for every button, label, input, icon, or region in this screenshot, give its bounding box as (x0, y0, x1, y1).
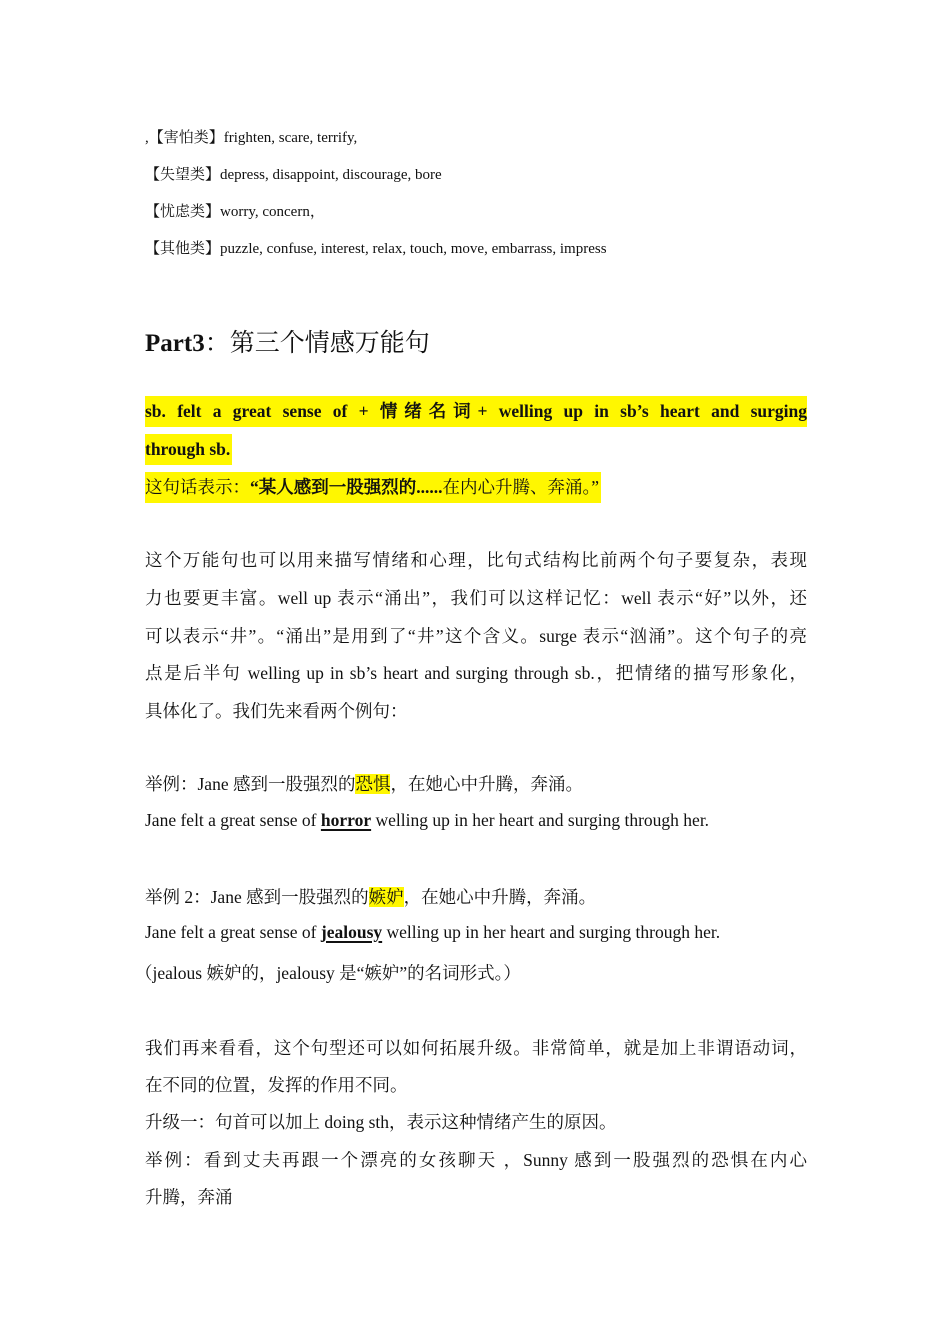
explanation-line: 可以表示“井”。“涌出”是用到了“井”这个含义。surge 表示“汹涌”。这个句子的亮 (145, 626, 807, 646)
example1-en-a: Jane felt a great sense of (145, 810, 321, 830)
extension-line: 举例：看到丈夫再跟一个漂亮的女孩聊天 ，Sunny 感到一股强烈的恐惧在内心 (145, 1150, 807, 1170)
example2-zh-a: 举例 2：Jane 感到一股强烈的 (145, 887, 369, 907)
category-label: 【害怕类】 (148, 130, 224, 146)
category-disappointment (145, 163, 442, 184)
example1-keyword: horror (320, 810, 372, 830)
formula-meaning-b: “某人感到一股强烈的...... (250, 477, 443, 497)
example2-chinese (145, 884, 596, 909)
formula-line-2 (145, 434, 232, 465)
section-title (145, 323, 430, 359)
formula-meaning (145, 472, 601, 503)
example2-english (145, 922, 720, 943)
section-title-rest: ：第三个情感万能句 (204, 330, 430, 357)
extension-line: 升腾，奔涌 (145, 1187, 233, 1207)
category-words: depress, disappoint, discourage, bore (220, 167, 442, 183)
category-words: puzzle, confuse, interest, relax, touch, move, embarrass, impress (220, 241, 607, 257)
formula-meaning-c: 在内心升腾、奔涌。” (442, 477, 600, 497)
extension-line: 升级一：句首可以加上 doing sth，表示这种情绪产生的原因。 (145, 1112, 617, 1132)
example2-note: （jealous 嫉妒的，jealousy 是“嫉妒”的名词形式。） (135, 963, 521, 983)
extension-line: 在不同的位置，发挥的作用不同。 (145, 1075, 408, 1095)
example2-highlight: 嫉妒 (368, 887, 404, 907)
category-words: worry, concern， (220, 204, 325, 220)
formula-meaning-highlight (145, 472, 601, 503)
example1-zh-b: ，在她心中升腾，奔涌。 (390, 774, 583, 794)
category-label: 【其他类】 (145, 241, 221, 257)
category-prefix: , (145, 130, 149, 146)
example2-keyword: jealousy (320, 922, 383, 942)
category-label: 【忧虑类】 (145, 204, 221, 220)
explanation-line: 这个万能句也可以用来描写情绪和心理，比句式结构比前两个句子要复杂，表现 (145, 550, 807, 570)
category-words: frighten, scare, terrify, (223, 130, 358, 146)
category-label: 【失望类】 (145, 167, 221, 183)
example2-zh-b: ，在她心中升腾，奔涌。 (403, 887, 597, 907)
formula-line-1: sb. felt a great sense of + 情绪名词+ welling up in sb’s heart and surging (145, 396, 807, 427)
formula-meaning-a: 这句话表示： (145, 477, 250, 497)
section-title-bold: Part3 (145, 330, 205, 357)
explanation-line: 点是后半句 welling up in sb’s heart and surging through sb.，把情绪的描写形象化， (145, 663, 807, 683)
example1-zh-a: 举例：Jane 感到一股强烈的 (145, 774, 356, 794)
example2-en-b: welling up in her heart and surging through her. (382, 922, 721, 942)
explanation-line: 力也要更丰富。well up 表示“涌出”，我们可以这样记忆：well 表示“好”以外，还 (145, 588, 807, 608)
example1-en-b: welling up in her heart and surging through her. (371, 810, 710, 830)
formula-line-2-text: through sb. (145, 434, 232, 465)
example1-chinese (145, 771, 583, 796)
category-worry (145, 200, 325, 221)
explanation-line: 具体化了。我们先来看两个例句： (145, 701, 408, 721)
example2-en-a: Jane felt a great sense of (145, 922, 321, 942)
extension-line: 我们再来看看，这个句型还可以如何拓展升级。非常简单，就是加上非谓语动词， (145, 1038, 807, 1058)
category-fear (145, 126, 357, 147)
category-other (145, 237, 607, 258)
example1-highlight: 恐惧 (355, 774, 391, 794)
example1-english (145, 810, 709, 831)
